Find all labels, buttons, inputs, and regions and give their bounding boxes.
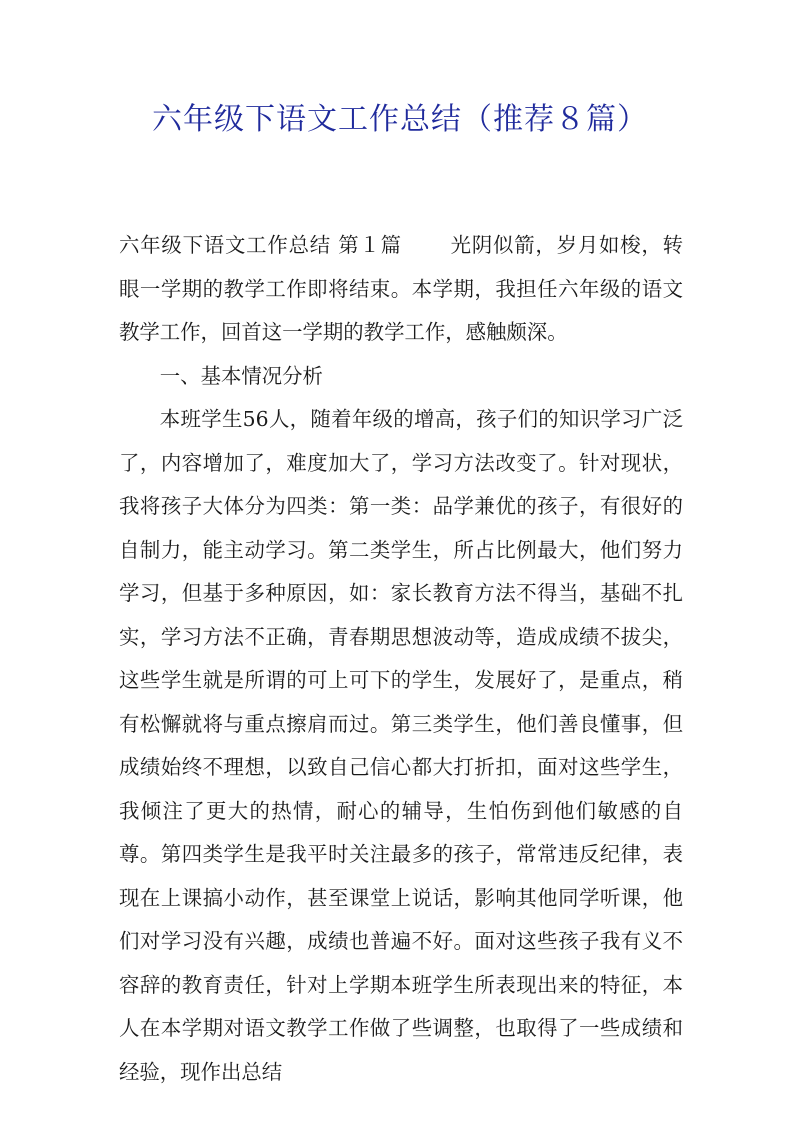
document-body bbox=[119, 224, 683, 1094]
document-title: 六年级下语文工作总结（推荐８篇） bbox=[152, 102, 648, 137]
body-paragraph: 本班学生56人，随着年级的增高，孩子们的知识学习广泛了，内容增加了，难度加大了，学习方法改变了。针对现状，我将孩子大体分为四类：第一类：品学兼优的孩子，有很好的自制力，能主动学习。第二类学生，所占比例最大，他们努力学习，但基于多种原因，如：家长教育方法不得当，基础不扎实，学习方法不正确，青春期思想波动等，造成成绩不拔尖，这些学生就是所谓的可上可下的学生，发展好了，是重点，稍有松懈就将与重点擦肩而过。第三类学生，他们善良懂事，但成绩始终不理想，以致自己信心都大打折扣，面对这些学生，我倾注了更大的热情，耐心的辅导，生怕伤到他们敏感的自尊。第四类学生是我平时关注最多的孩子，常常违反纪律，表现在上课搞小动作，甚至课堂上说话，影响其他同学听课，他们对学习没有兴趣，成绩也普遍不好。面对这些孩子我有义不容辞的教育责任，针对上学期本班学生所表现出来的特征，本人在本学期对语文教学工作做了些调整，也取得了一些成绩和经验，现作出总结 bbox=[119, 407, 683, 1084]
intro-heading: 六年级下语文工作总结 第１篇 bbox=[119, 233, 402, 257]
intro-text: 光阴似箭，岁月如梭，转眼一学期的教学工作即将结束。本学期，我担任六年级的语文教学工作，回首这一学期的教学工作，感触颇深。 bbox=[119, 233, 684, 344]
intro-paragraph bbox=[119, 224, 683, 355]
section-heading: 一、基本情况分析 bbox=[159, 363, 323, 388]
